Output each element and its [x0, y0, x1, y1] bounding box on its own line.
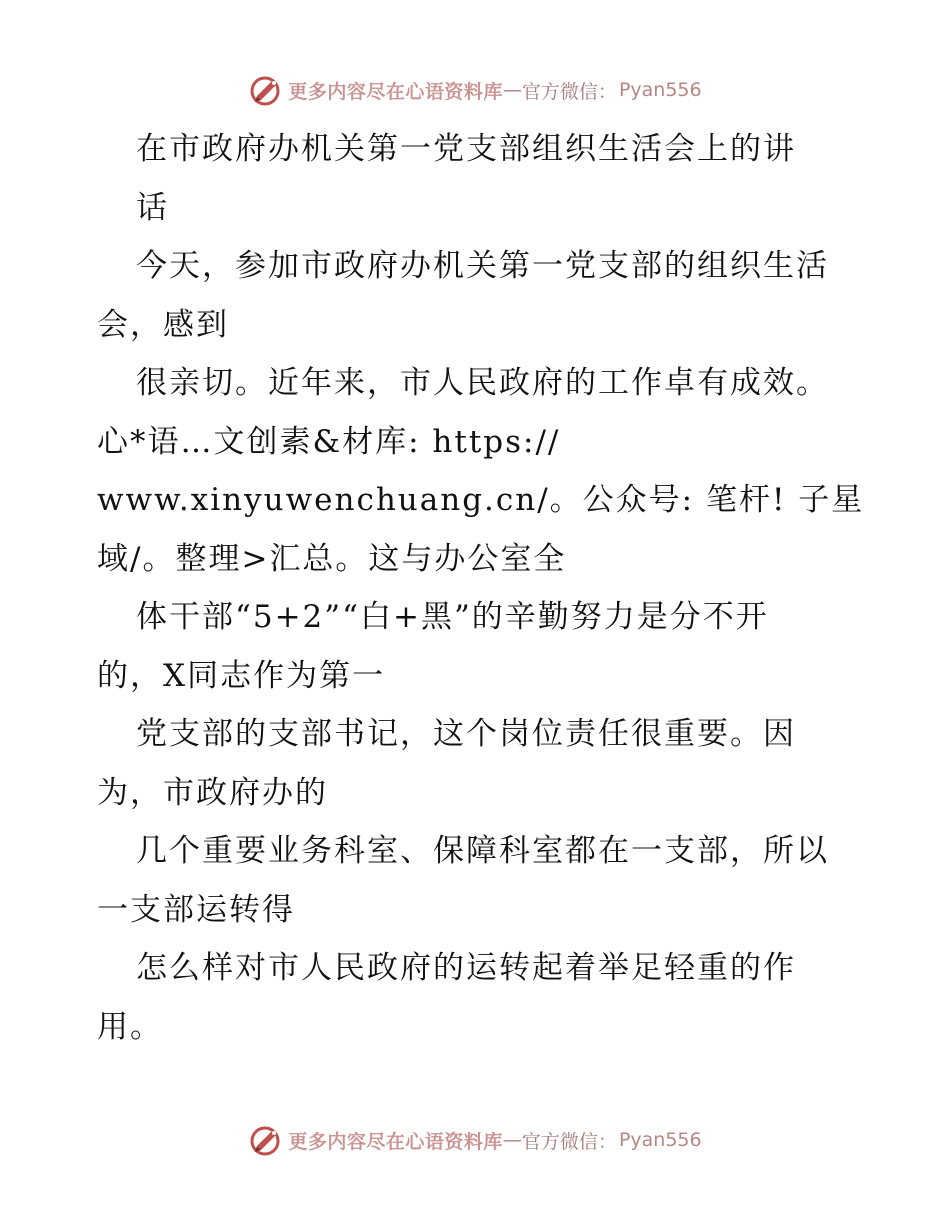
pen-logo-icon [248, 1122, 284, 1158]
pen-logo-icon [248, 72, 284, 108]
text-line: 在市政府办机关第一党支部组织生活会上的讲 [136, 131, 796, 167]
text-line: 域/。整理>汇总。这与办公室全 [97, 540, 567, 577]
footer-banner [0, 1120, 950, 1160]
text-line: 今天，参加市政府办机关第一党支部的组织生活 [136, 248, 829, 284]
header-banner [0, 70, 950, 110]
banner-title: 更多内容尽在心语资料库 [288, 80, 503, 103]
text-line: 党支部的支部书记，这个岗位责任很重要。因 [136, 716, 796, 752]
banner-separator: — [502, 79, 522, 101]
banner-separator: — [502, 1129, 522, 1151]
banner-title: 更多内容尽在心语资料库 [288, 1130, 503, 1153]
text-line: 几个重要业务科室、保障科室都在一支部，所以 [136, 833, 829, 869]
text-line: 很亲切。近年来，市人民政府的工作卓有成效。 [136, 365, 829, 401]
text-line: 体干部“5+2”“白+黑”的辛勤努力是分不开 [136, 599, 769, 635]
text-line: 会，感到 [97, 306, 229, 343]
text-line: www.xinyuwenchuang.cn/。公众号: 笔杆! 子星 [97, 482, 865, 518]
banner-wechat-label: 官方微信： [521, 80, 617, 103]
text-line: 用。 [97, 1008, 163, 1045]
document-body [97, 120, 865, 1056]
text-line: 的，X同志作为第一 [97, 657, 386, 694]
text-line: 心*语…文创素&材库: https:// [97, 423, 561, 460]
banner-wechat-label: 官方微信： [521, 1130, 617, 1153]
banner-wechat-id: Pyan556 [618, 1129, 702, 1151]
text-line: 怎么样对市人民政府的运转起着举足轻重的作 [136, 950, 796, 986]
text-line: 话 [136, 189, 169, 226]
text-line: 一支部运转得 [97, 891, 295, 928]
text-line: 为，市政府办的 [97, 774, 328, 811]
banner-wechat-id: Pyan556 [618, 79, 702, 101]
